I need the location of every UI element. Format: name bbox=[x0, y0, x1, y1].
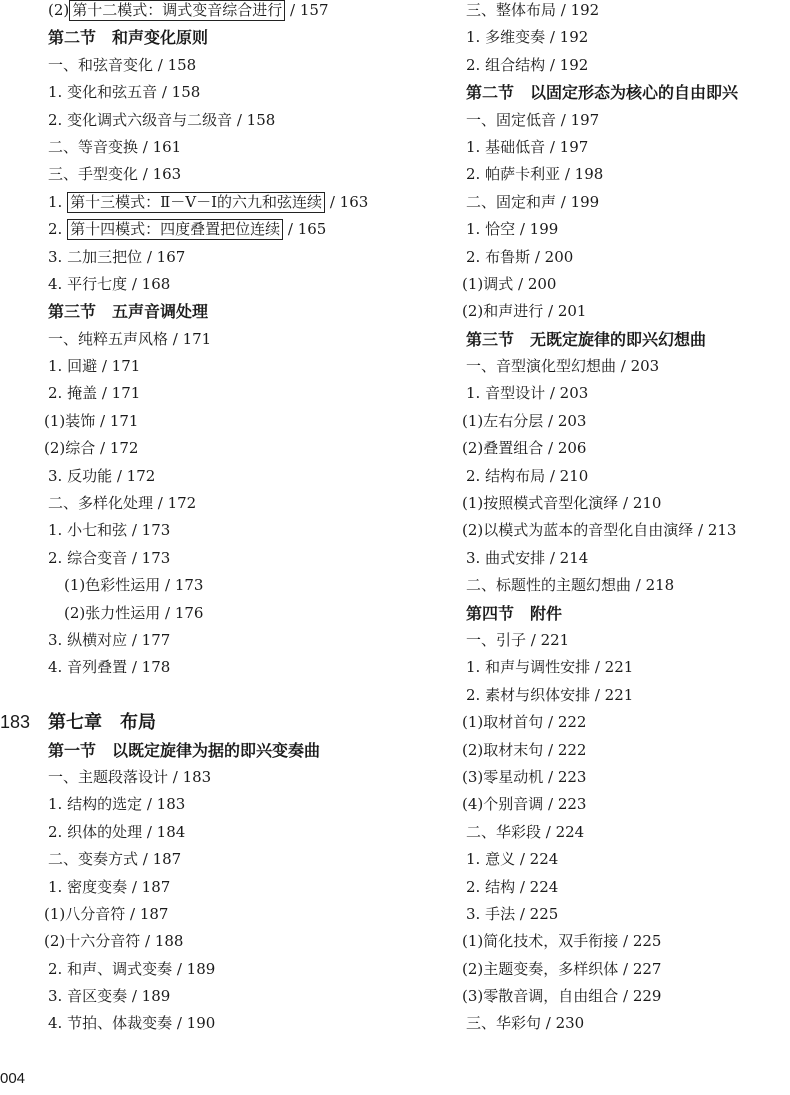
toc-entry: 二、标题性的主题幻想曲 / 218 bbox=[466, 576, 675, 595]
toc-entry: 1. 密度变奏 / 187 bbox=[48, 877, 171, 896]
toc-entry: 2. 综合变音 / 173 bbox=[48, 548, 171, 567]
boxed-mode-title: 第十四模式：四度叠置把位连续 bbox=[67, 219, 283, 240]
toc-entry: 1. 音型设计 / 203 bbox=[466, 384, 589, 403]
toc-entry: 4. 平行七度 / 168 bbox=[48, 274, 171, 293]
toc-entry: (2)叠置组合 / 206 bbox=[462, 439, 587, 458]
section-heading: 第二节 和声变化原则 bbox=[48, 28, 209, 48]
toc-entry: (1)调式 / 200 bbox=[462, 274, 557, 293]
toc-entry: 一、和弦音变化 / 158 bbox=[48, 55, 197, 74]
toc-entry: 3. 二加三把位 / 167 bbox=[48, 247, 186, 266]
toc-entry: (1)左右分层 / 203 bbox=[462, 411, 587, 430]
toc-entry: (2)十六分音符 / 188 bbox=[44, 932, 184, 951]
right-column bbox=[462, 0, 790, 1038]
section-heading: 第四节 附件 bbox=[466, 603, 563, 623]
entry-page-ref: / 157 bbox=[285, 1, 329, 19]
toc-entry: 1. 结构的选定 / 183 bbox=[48, 795, 186, 814]
chapter-title: 第七章 布局 bbox=[48, 712, 156, 734]
entry-prefix: 1. bbox=[48, 192, 68, 211]
toc-entry: 一、引子 / 221 bbox=[466, 630, 570, 649]
section-heading: 第三节 无既定旋律的即兴幻想曲 bbox=[466, 329, 707, 349]
toc-entry: 2. 变化调式六级音与二级音 / 158 bbox=[48, 110, 276, 129]
toc-entry: 二、华彩段 / 224 bbox=[466, 822, 585, 841]
toc-entry: (2)张力性运用 / 176 bbox=[64, 603, 204, 622]
toc-entry: 1. 多维变奏 / 192 bbox=[466, 28, 589, 47]
toc-entry: (1)色彩性运用 / 173 bbox=[64, 576, 204, 595]
toc-entry: 二、等音变换 / 161 bbox=[48, 137, 182, 156]
toc-entry: 2. 帕萨卡利亚 / 198 bbox=[466, 165, 604, 184]
section-heading: 第二节 以固定形态为核心的自由即兴 bbox=[466, 83, 739, 103]
toc-entry: (1)装饰 / 171 bbox=[44, 411, 139, 430]
toc-entry: 三、整体布局 / 192 bbox=[466, 1, 600, 19]
toc-entry: 一、固定低音 / 197 bbox=[466, 110, 600, 129]
toc-entry: 2. 掩盖 / 171 bbox=[48, 384, 141, 403]
toc-entry: 2. 织体的处理 / 184 bbox=[48, 822, 186, 841]
entry-prefix: (2) bbox=[48, 1, 70, 19]
toc-entry: (1)按照模式音型化演绎 / 210 bbox=[462, 494, 662, 513]
toc-entry: 3. 曲式安排 / 214 bbox=[466, 548, 589, 567]
toc-entry: (3)零星动机 / 223 bbox=[462, 767, 587, 786]
toc-entry: (1)取材首句 / 222 bbox=[462, 713, 587, 732]
toc-entry: 2. 结构布局 / 210 bbox=[466, 466, 589, 485]
toc-entry: 一、主题段落设计 / 183 bbox=[48, 767, 212, 786]
toc-entry: (2)综合 / 172 bbox=[44, 439, 139, 458]
toc-entry bbox=[48, 216, 448, 243]
toc-entry: 二、多样化处理 / 172 bbox=[48, 494, 197, 513]
toc-entry: 1. 意义 / 224 bbox=[466, 850, 559, 869]
toc-entry: (2)以模式为蓝本的音型化自由演绎 / 213 bbox=[462, 521, 737, 540]
entry-page-ref: / 165 bbox=[283, 220, 327, 239]
page-number: 004 bbox=[0, 1070, 26, 1087]
boxed-mode-title: 第十三模式：Ⅱ－Ⅴ－Ⅰ的六九和弦连续 bbox=[67, 192, 325, 213]
toc-entry: 3. 音区变奏 / 189 bbox=[48, 987, 171, 1006]
toc-entry: 4. 音列叠置 / 178 bbox=[48, 658, 171, 677]
toc-entry: 1. 恰空 / 199 bbox=[466, 220, 559, 239]
boxed-mode-title: 第十二模式：调式变音综合进行 bbox=[69, 0, 285, 21]
toc-entry bbox=[48, 189, 448, 216]
toc-entry: 1. 和声与调性安排 / 221 bbox=[466, 658, 634, 677]
toc-entry: 二、变奏方式 / 187 bbox=[48, 850, 182, 869]
toc-entry: 一、纯粹五声风格 / 171 bbox=[48, 329, 212, 348]
toc-entry: (2)和声进行 / 201 bbox=[462, 302, 587, 321]
chapter-heading bbox=[0, 709, 448, 736]
toc-entry: (1)简化技术，双手衔接 / 225 bbox=[462, 932, 662, 951]
toc-entry: 2. 和声、调式变奏 / 189 bbox=[48, 959, 216, 978]
toc-entry: 三、手型变化 / 163 bbox=[48, 165, 182, 184]
entry-prefix: 2. bbox=[48, 220, 68, 239]
toc-entry: (3)零散音调，自由组合 / 229 bbox=[462, 987, 662, 1006]
toc-entry: 1. 小七和弦 / 173 bbox=[48, 521, 171, 540]
chapter-page-number: 183 bbox=[0, 712, 31, 733]
section-heading: 第三节 五声音调处理 bbox=[48, 302, 209, 322]
toc-entry: 4. 节拍、体裁变奏 / 190 bbox=[48, 1014, 216, 1033]
toc-entry: 1. 变化和弦五音 / 158 bbox=[48, 83, 201, 102]
toc-entry: 二、固定和声 / 199 bbox=[466, 192, 600, 211]
toc-entry: 1. 基础低音 / 197 bbox=[466, 137, 589, 156]
toc-entry: (1)八分音符 / 187 bbox=[44, 904, 169, 923]
toc-entry bbox=[48, 0, 448, 24]
entry-page-ref: / 163 bbox=[325, 192, 369, 211]
toc-entry: 2. 素材与织体安排 / 221 bbox=[466, 685, 634, 704]
toc-entry: 3. 反功能 / 172 bbox=[48, 466, 156, 485]
toc-entry: 2. 组合结构 / 192 bbox=[466, 55, 589, 74]
toc-entry: 2. 布鲁斯 / 200 bbox=[466, 247, 574, 266]
spacer bbox=[48, 682, 448, 709]
section-heading: 第一节 以既定旋律为据的即兴变奏曲 bbox=[48, 740, 321, 760]
toc-entry: (4)个别音调 / 223 bbox=[462, 795, 587, 814]
toc-entry: (2)主题变奏，多样织体 / 227 bbox=[462, 959, 662, 978]
toc-entry: 一、音型演化型幻想曲 / 203 bbox=[466, 357, 660, 376]
toc-entry: 1. 回避 / 171 bbox=[48, 357, 141, 376]
toc-entry: 3. 手法 / 225 bbox=[466, 904, 559, 923]
toc-entry: 2. 结构 / 224 bbox=[466, 877, 559, 896]
toc-entry: (2)取材末句 / 222 bbox=[462, 740, 587, 759]
toc-entry: 三、华彩句 / 230 bbox=[466, 1014, 585, 1033]
toc-entry: 3. 纵横对应 / 177 bbox=[48, 630, 171, 649]
